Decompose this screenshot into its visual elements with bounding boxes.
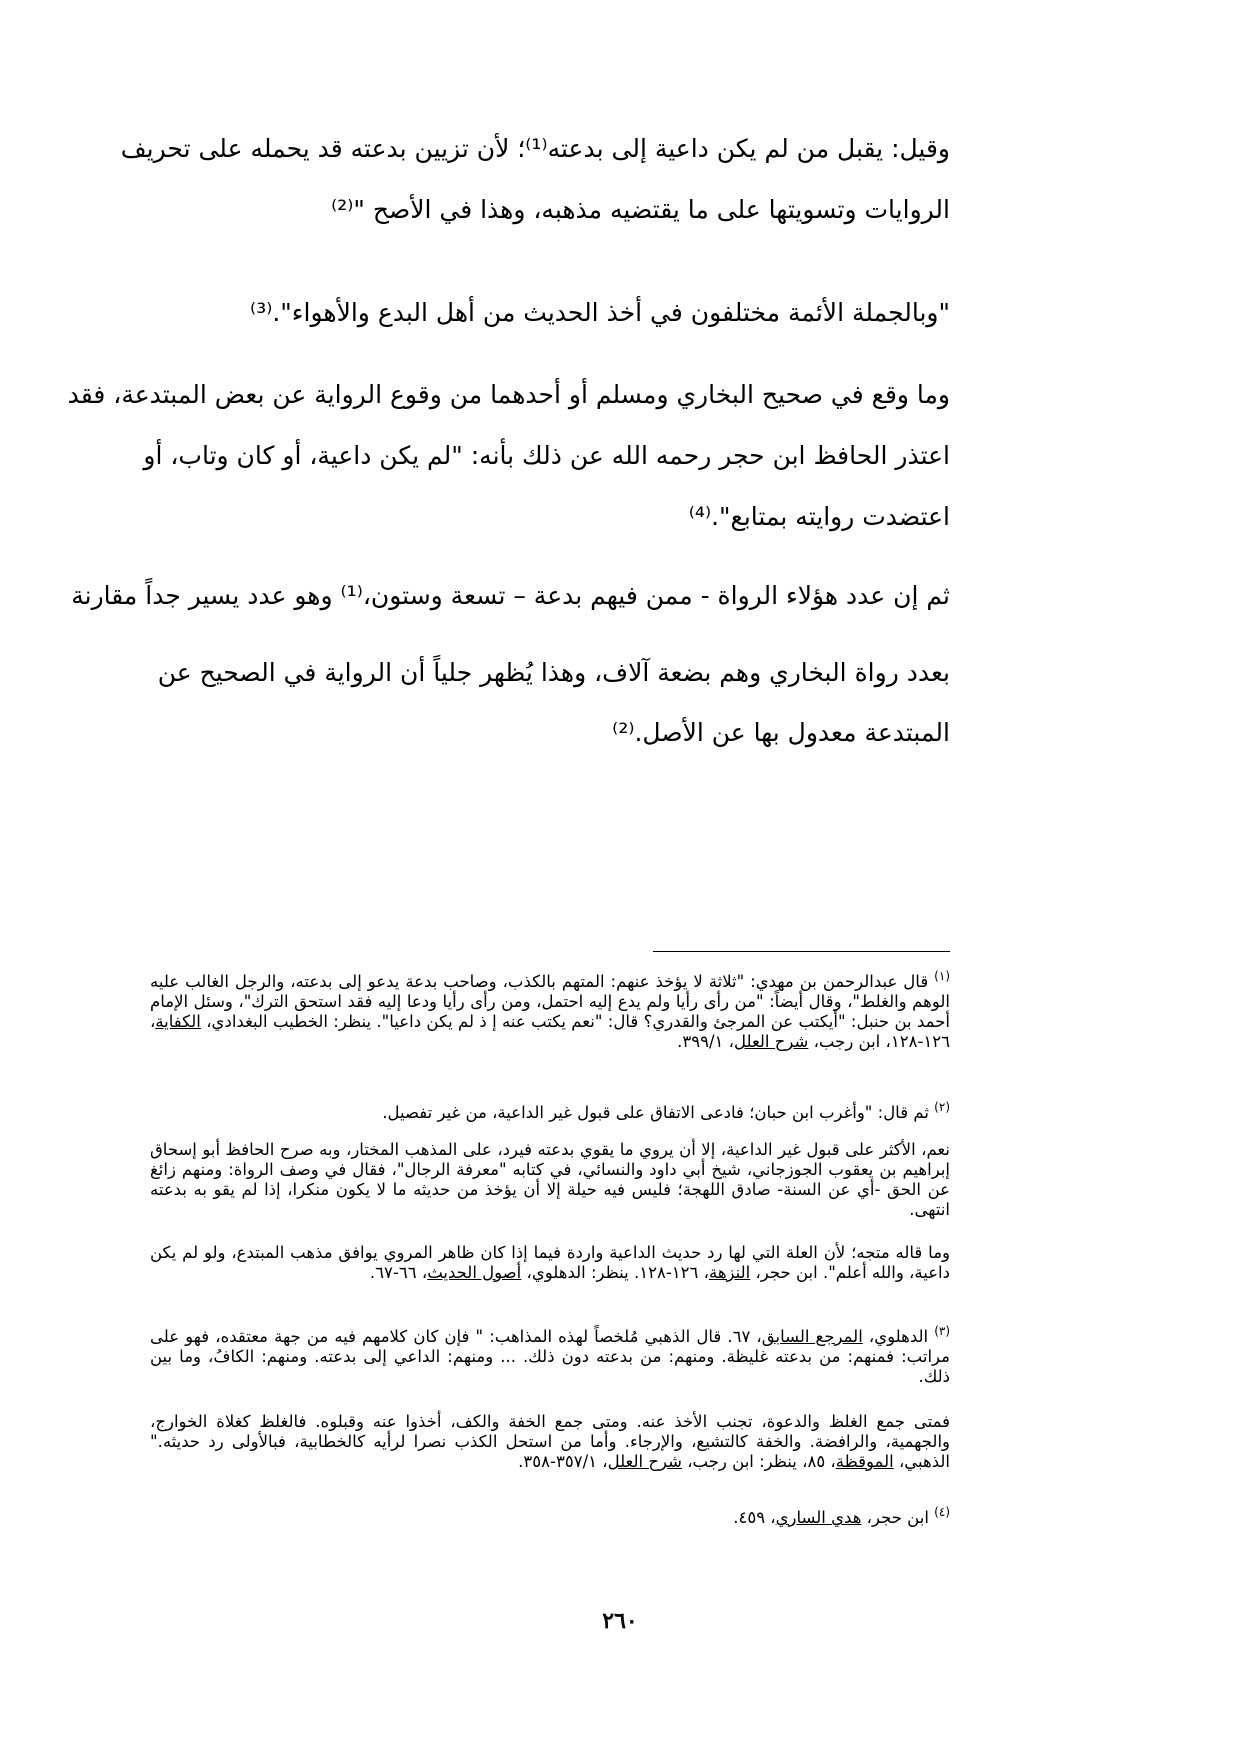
text-line: وما وقع في صحيح البخاري ومسلم أو أحدهما من وقوع الرواية عن بعض المبتدعة، فقد — [67, 380, 950, 409]
footnote-marker: (٤) — [934, 1505, 950, 1519]
text-line: بعدد رواة البخاري وهم بضعة آلاف، وهذا يُظهر جلياً أن الرواية في الصحيح عن — [157, 658, 950, 687]
footnote-3-paragraph: فمتى جمع الغلظ والدعوة، تجنب الأخذ عنه. ومتى جمع الخفة والكف، أخذوا عنه وقبلوه. فالغلظ كغلاة الخوارج، والجهمية، والرافضة. والخفة كالتشيع، والإرجاء. وأما من استحل الكذب نصرا لرأيه كالخطابية، فبالأولى رد حديثه." الذهبي، الموقظة، ٨٥، ينظر: ابن رجب، شرح العلل، ٣٥٧/١-٣٥٨. — [150, 1412, 950, 1471]
footnote-4: $^{(٤)}$ ابن حجر، هدي الساري، ٤٥٩. — [733, 1505, 950, 1527]
citation-title: شرح العلل — [733, 1032, 809, 1051]
footnote-marker: (٣) — [934, 1324, 951, 1338]
footnote-2-paragraph: نعم، الأكثر على قبول غير الداعية، إلا أن يروي ما يقوي بدعته فيرد، على المذهب المختار، وبه صرح الحافظ أبو إسحاق إبراهيم بن يعقوب الجوزجاني، شيخ أبي داود والنسائي، في كتابه "معرفة الرجال"، فقال في وصف الرواة: ومنهم زائغ عن الحق -أي عن السنة- صادق اللهجة؛ فليس فيه حيلة إلا أن يؤخذ من حديثه ما لا يكون منكرا، إذا لم يقو به بدعته انتهى. — [150, 1140, 950, 1219]
text-line: وقيل: يقبل من لم يكن داعية إلى بدعته⁽¹⁾؛ لأن تزيين بدعته قد يحمله على تحريف — [120, 134, 950, 163]
text-line: اعتذر الحافظ ابن حجر رحمه الله عن ذلك بأنه: "لم يكن داعية، أو كان وتاب، أو — [143, 441, 950, 470]
footnote-1: $^{(١)}$ قال عبدالرحمن بن مهدي: "ثلاثة لا يؤخذ عنهم: المتهم بالكذب، وصاحب بدعة يدعو إلى بدعته، والرجل الغالب عليه الوهم والغلط"، وقال أيضاً: "من رأى رأيا ولم يدع إليه احتمل، ومن رأى رأيا ودعا إليه فقد استحق الترك"، وسئل الإمام أحمد بن حنبل: "أيكتب عن المرجئ والقدري؟ قال: "نعم يكتب عنه إ ذ لم يكن داعيا". ينظر: الخطيب البغدادي، الكفاية، ١٢٦-١٢٨، ابن رجب، شرح العلل، ٣٩٩/١. — [150, 969, 950, 1051]
text-line: الروايات وتسويتها على ما يقتضيه مذهبه، وهذا في الأصح "⁽²⁾ — [331, 195, 950, 224]
citation-title: النزهة — [708, 1263, 751, 1282]
text-line: اعتضدت روايته بمتابع".⁽⁴⁾ — [688, 502, 950, 531]
text-line: "وبالجملة الأئمة مختلفون في أخذ الحديث من أهل البدع والأهواء".⁽³⁾ — [250, 298, 950, 327]
footnote-3: $^{(٣)}$ الدهلوي، المرجع السابق، ٦٧. قال الذهبي مُلخصاً لهذه المذاهب: " فإن كان كلامهم فيه من جهة معتقده، فهو على مراتب: فمنهم: من بدعته غليظة. ومنهم: من بدعته دون ذلك. ... ومنهم: الداعي إلى بدعته. ومنهم: الكافُ، وما بين ذلك. — [150, 1324, 951, 1386]
citation-title: شرح العلل — [607, 1452, 682, 1471]
citation-title: الموقظة — [835, 1452, 894, 1471]
footnote-2: $^{(٢)}$ ثم قال: "وأغرب ابن حبان؛ فادعى الاتفاق على قبول غير الداعية، من غير تفصيل. — [382, 1100, 950, 1122]
citation-title: أصول الحديث — [427, 1263, 522, 1282]
footnote-marker: (٢) — [934, 1100, 950, 1114]
footnote-2-paragraph: وما قاله متجه؛ لأن العلة التي لها رد حديث الداعية واردة فيما إذا كان ظاهر المروي يوافق مذهب المبتدع، ولو لم يكن داعية، والله أعلم". ابن حجر، النزهة، ١٢٦-١٢٨. ينظر: الدهلوي، أصول الحديث، ٦٦-٦٧. — [150, 1243, 950, 1282]
text-line: ثم إن عدد هؤلاء الرواة - ممن فيهم بدعة – تسعة وستون،⁽¹⁾ وهو عدد يسير جداً مقارنة — [71, 581, 950, 610]
page-number: ٢٦٠ — [602, 1608, 638, 1634]
footnote-separator — [653, 951, 950, 952]
footnote-marker: (١) — [934, 969, 950, 983]
text-line: المبتدعة معدول بها عن الأصل.⁽²⁾ — [612, 718, 950, 747]
citation-title: الكفاية — [155, 1012, 201, 1031]
citation-title: هدي الساري — [775, 1508, 862, 1527]
citation-title: المرجع السابق — [761, 1327, 863, 1346]
